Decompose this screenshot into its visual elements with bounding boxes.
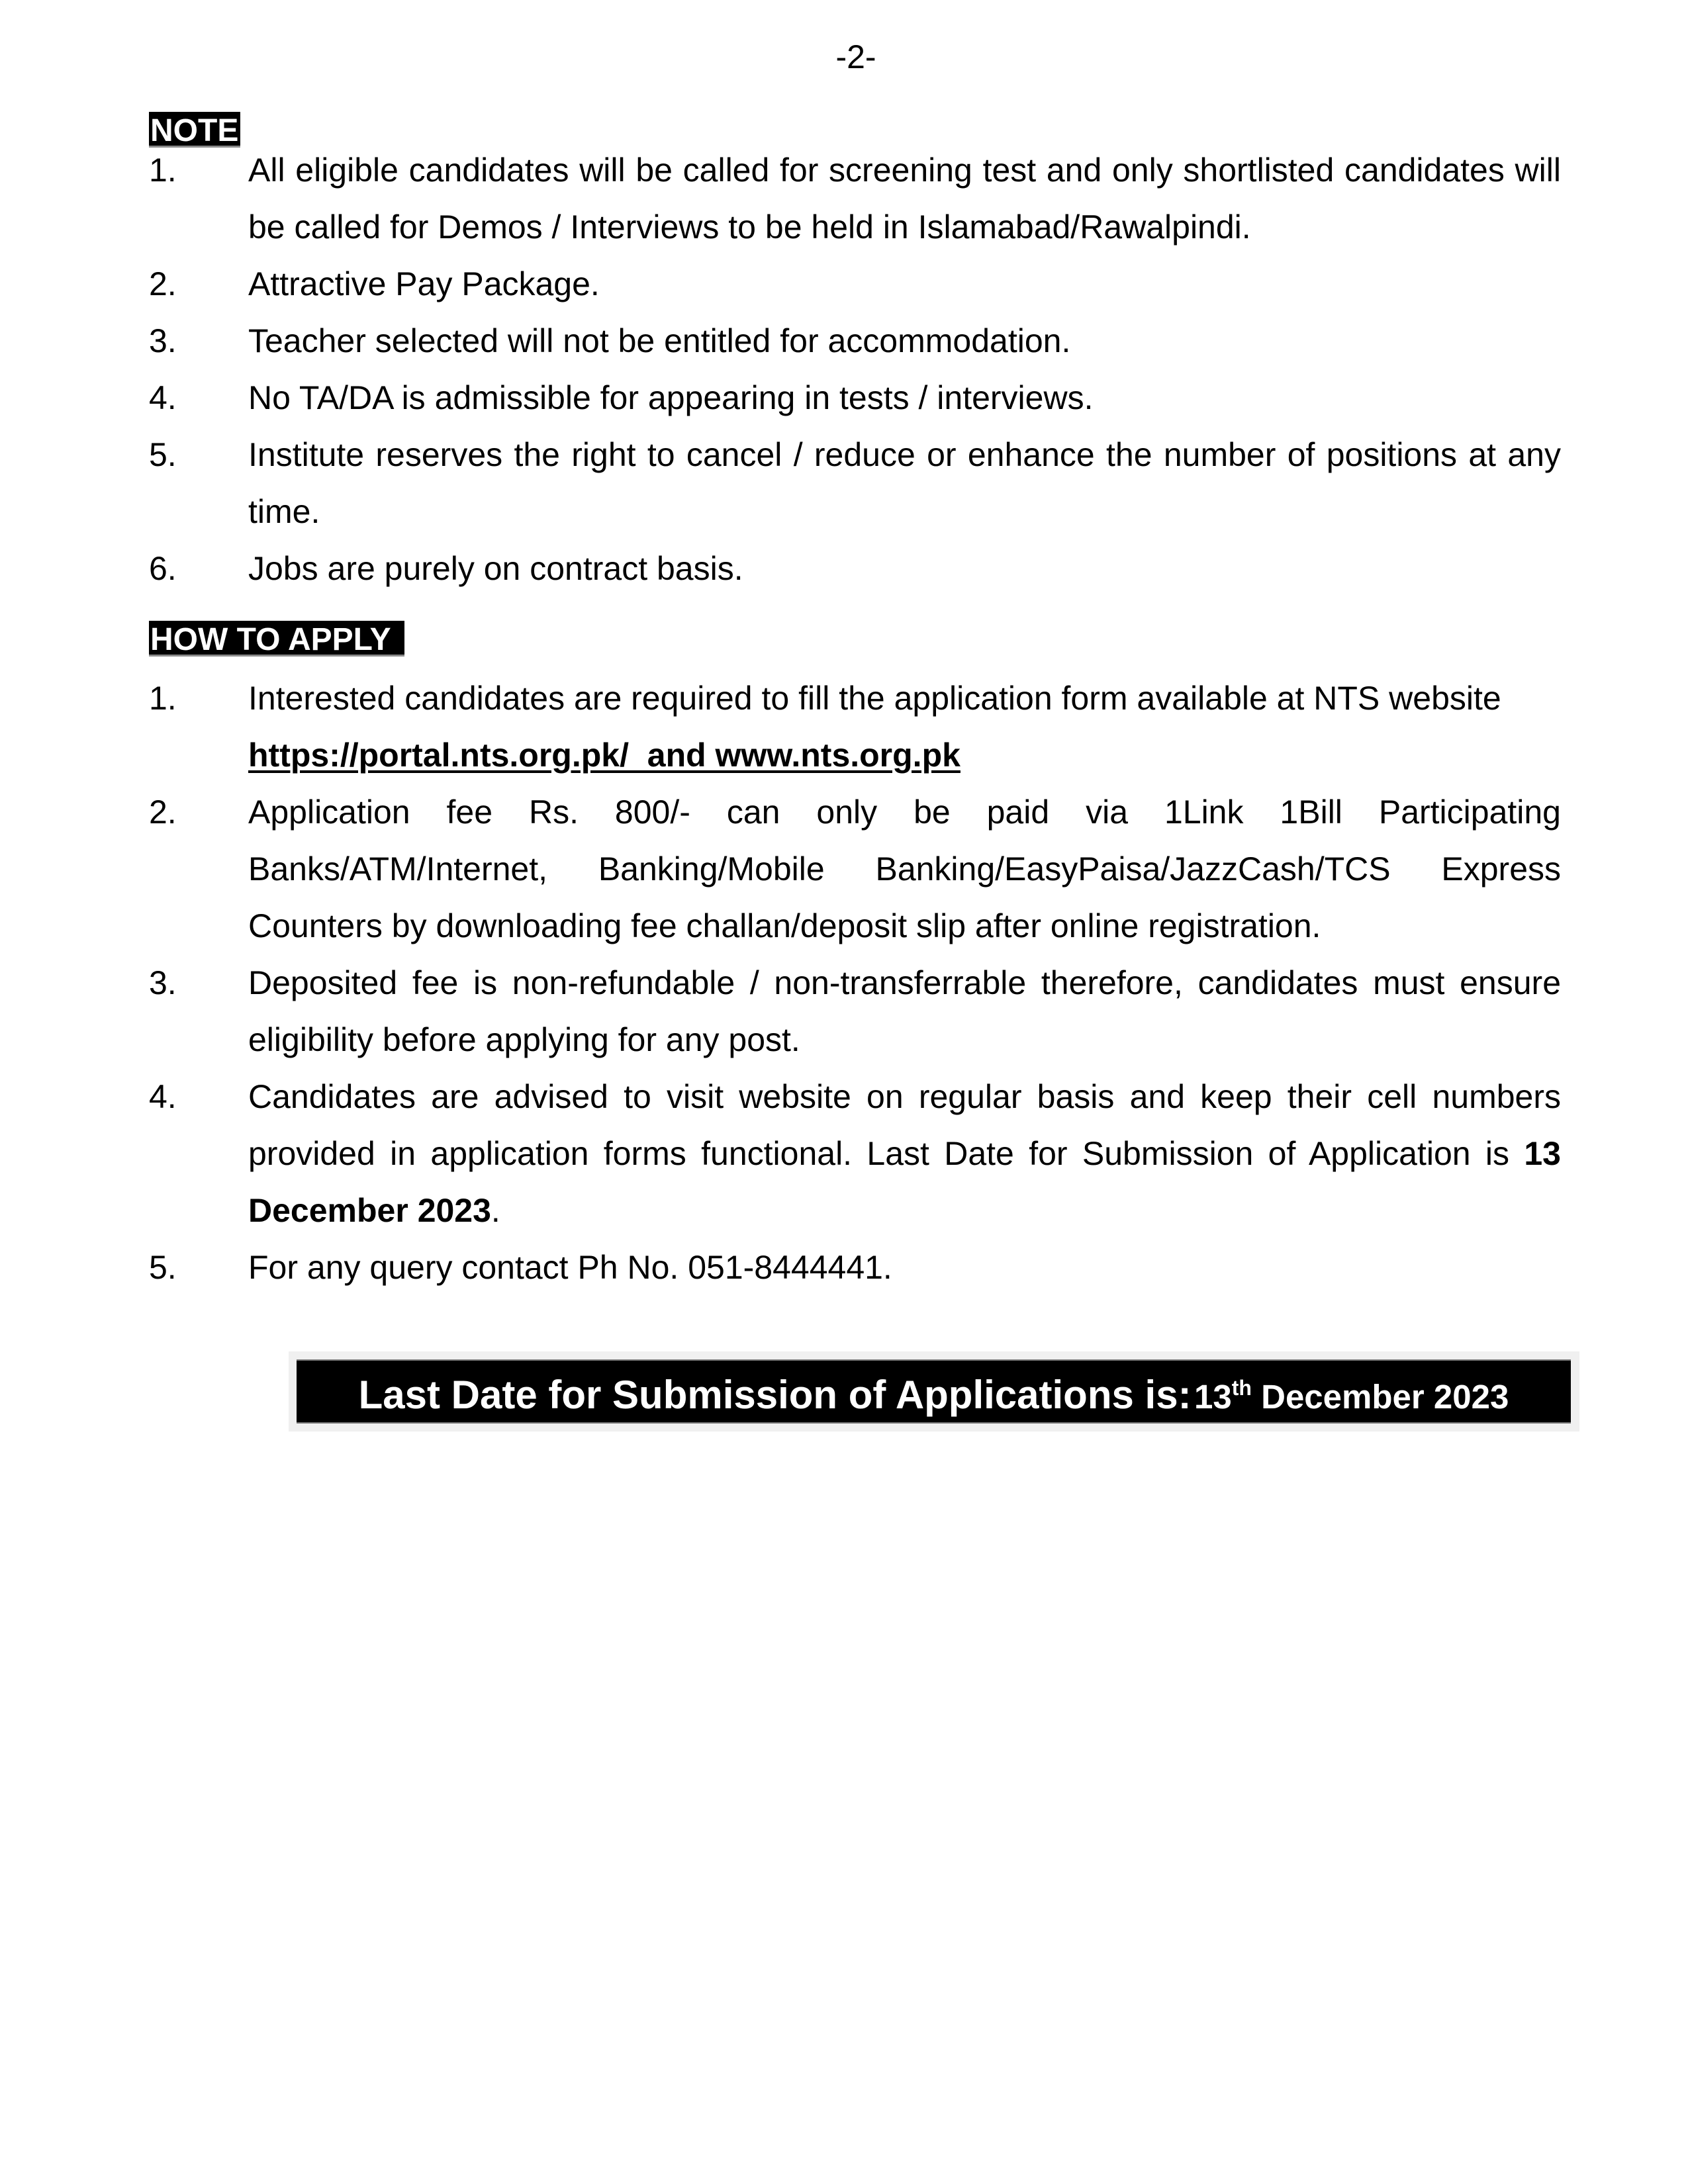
apply-item-number: 2. bbox=[149, 794, 177, 831]
deadline-month-year: December 2023 bbox=[1261, 1378, 1509, 1416]
apply-item bbox=[149, 954, 1561, 1068]
note-item-text: Jobs are purely on contract basis. bbox=[248, 550, 743, 587]
apply-item-text: Application fee Rs. 800/- can only be paid via 1Link 1Bill Participating Banks/ATM/Internet, Banking/Mobile Banking/EasyPaisa/JazzCash/TCS Express Counters by downloading fee challan/deposit slip after online registration. bbox=[248, 794, 1561, 944]
how-to-apply-list bbox=[149, 670, 1561, 1296]
note-item-number: 5. bbox=[149, 436, 177, 473]
apply-item-text bbox=[248, 670, 1561, 784]
note-item-number: 1. bbox=[149, 152, 177, 189]
apply-item bbox=[149, 1068, 1561, 1239]
deadline-label: Last Date for Submission of Applications is: bbox=[358, 1373, 1192, 1417]
note-item bbox=[149, 142, 1561, 255]
apply-item-body: Interested candidates are required to fill the application form available at NTS website bbox=[248, 680, 1501, 717]
page-number: -2- bbox=[835, 38, 876, 75]
deadline-date bbox=[1194, 1378, 1509, 1416]
note-heading-label: NOTE bbox=[150, 113, 239, 148]
apply-item-number: 5. bbox=[149, 1249, 177, 1286]
note-item bbox=[149, 540, 1561, 597]
apply-item-number: 4. bbox=[149, 1078, 177, 1115]
note-item bbox=[149, 426, 1561, 540]
last-date-bold: 13 December 2023 bbox=[248, 1135, 1561, 1229]
apply-item-text bbox=[248, 1068, 1561, 1239]
note-item-text: No TA/DA is admissible for appearing in tests / interviews. bbox=[248, 379, 1094, 416]
apply-item bbox=[149, 784, 1561, 954]
note-item bbox=[149, 312, 1561, 369]
how-to-apply-heading-label: HOW TO APPLY bbox=[150, 622, 391, 657]
apply-item bbox=[149, 670, 1561, 784]
note-list bbox=[149, 142, 1561, 597]
how-to-apply-heading bbox=[149, 621, 404, 657]
deadline-banner-text bbox=[359, 1375, 1509, 1426]
deadline-day: 13 bbox=[1194, 1378, 1232, 1416]
apply-item-text: For any query contact Ph No. 051-8444441. bbox=[248, 1249, 892, 1286]
note-item-text: Teacher selected will not be entitled for accommodation. bbox=[248, 322, 1071, 359]
note-item-text: Attractive Pay Package. bbox=[248, 265, 600, 302]
deadline-banner bbox=[297, 1359, 1571, 1424]
deadline-banner-frame bbox=[289, 1351, 1579, 1432]
nts-website-link[interactable]: https://portal.nts.org.pk/ and www.nts.org.pk bbox=[248, 737, 961, 774]
note-item-text: All eligible candidates will be called for screening test and only shortlisted candidates will be called for Demos / Interviews to be held in Islamabad/Rawalpindi. bbox=[248, 152, 1561, 246]
deadline-day-suffix: th bbox=[1231, 1376, 1252, 1400]
note-item-number: 6. bbox=[149, 550, 177, 587]
note-item bbox=[149, 369, 1561, 426]
apply-item-suffix: . bbox=[491, 1192, 500, 1229]
note-item-number: 4. bbox=[149, 379, 177, 416]
apply-item-text: Deposited fee is non-refundable / non-transferrable therefore, candidates must ensure eligibility before applying for any post. bbox=[248, 964, 1561, 1058]
apply-item-number: 3. bbox=[149, 964, 177, 1001]
apply-item bbox=[149, 1239, 1561, 1296]
note-item-number: 2. bbox=[149, 265, 177, 302]
apply-item-body: Candidates are advised to visit website on regular basis and keep their cell numbers provided in application forms functional. Last Date for Submission of Application is bbox=[248, 1078, 1561, 1172]
note-item-text: Institute reserves the right to cancel / reduce or enhance the number of positions at any time. bbox=[248, 436, 1561, 530]
apply-item-number: 1. bbox=[149, 680, 177, 717]
note-item bbox=[149, 255, 1561, 312]
note-item-number: 3. bbox=[149, 322, 177, 359]
